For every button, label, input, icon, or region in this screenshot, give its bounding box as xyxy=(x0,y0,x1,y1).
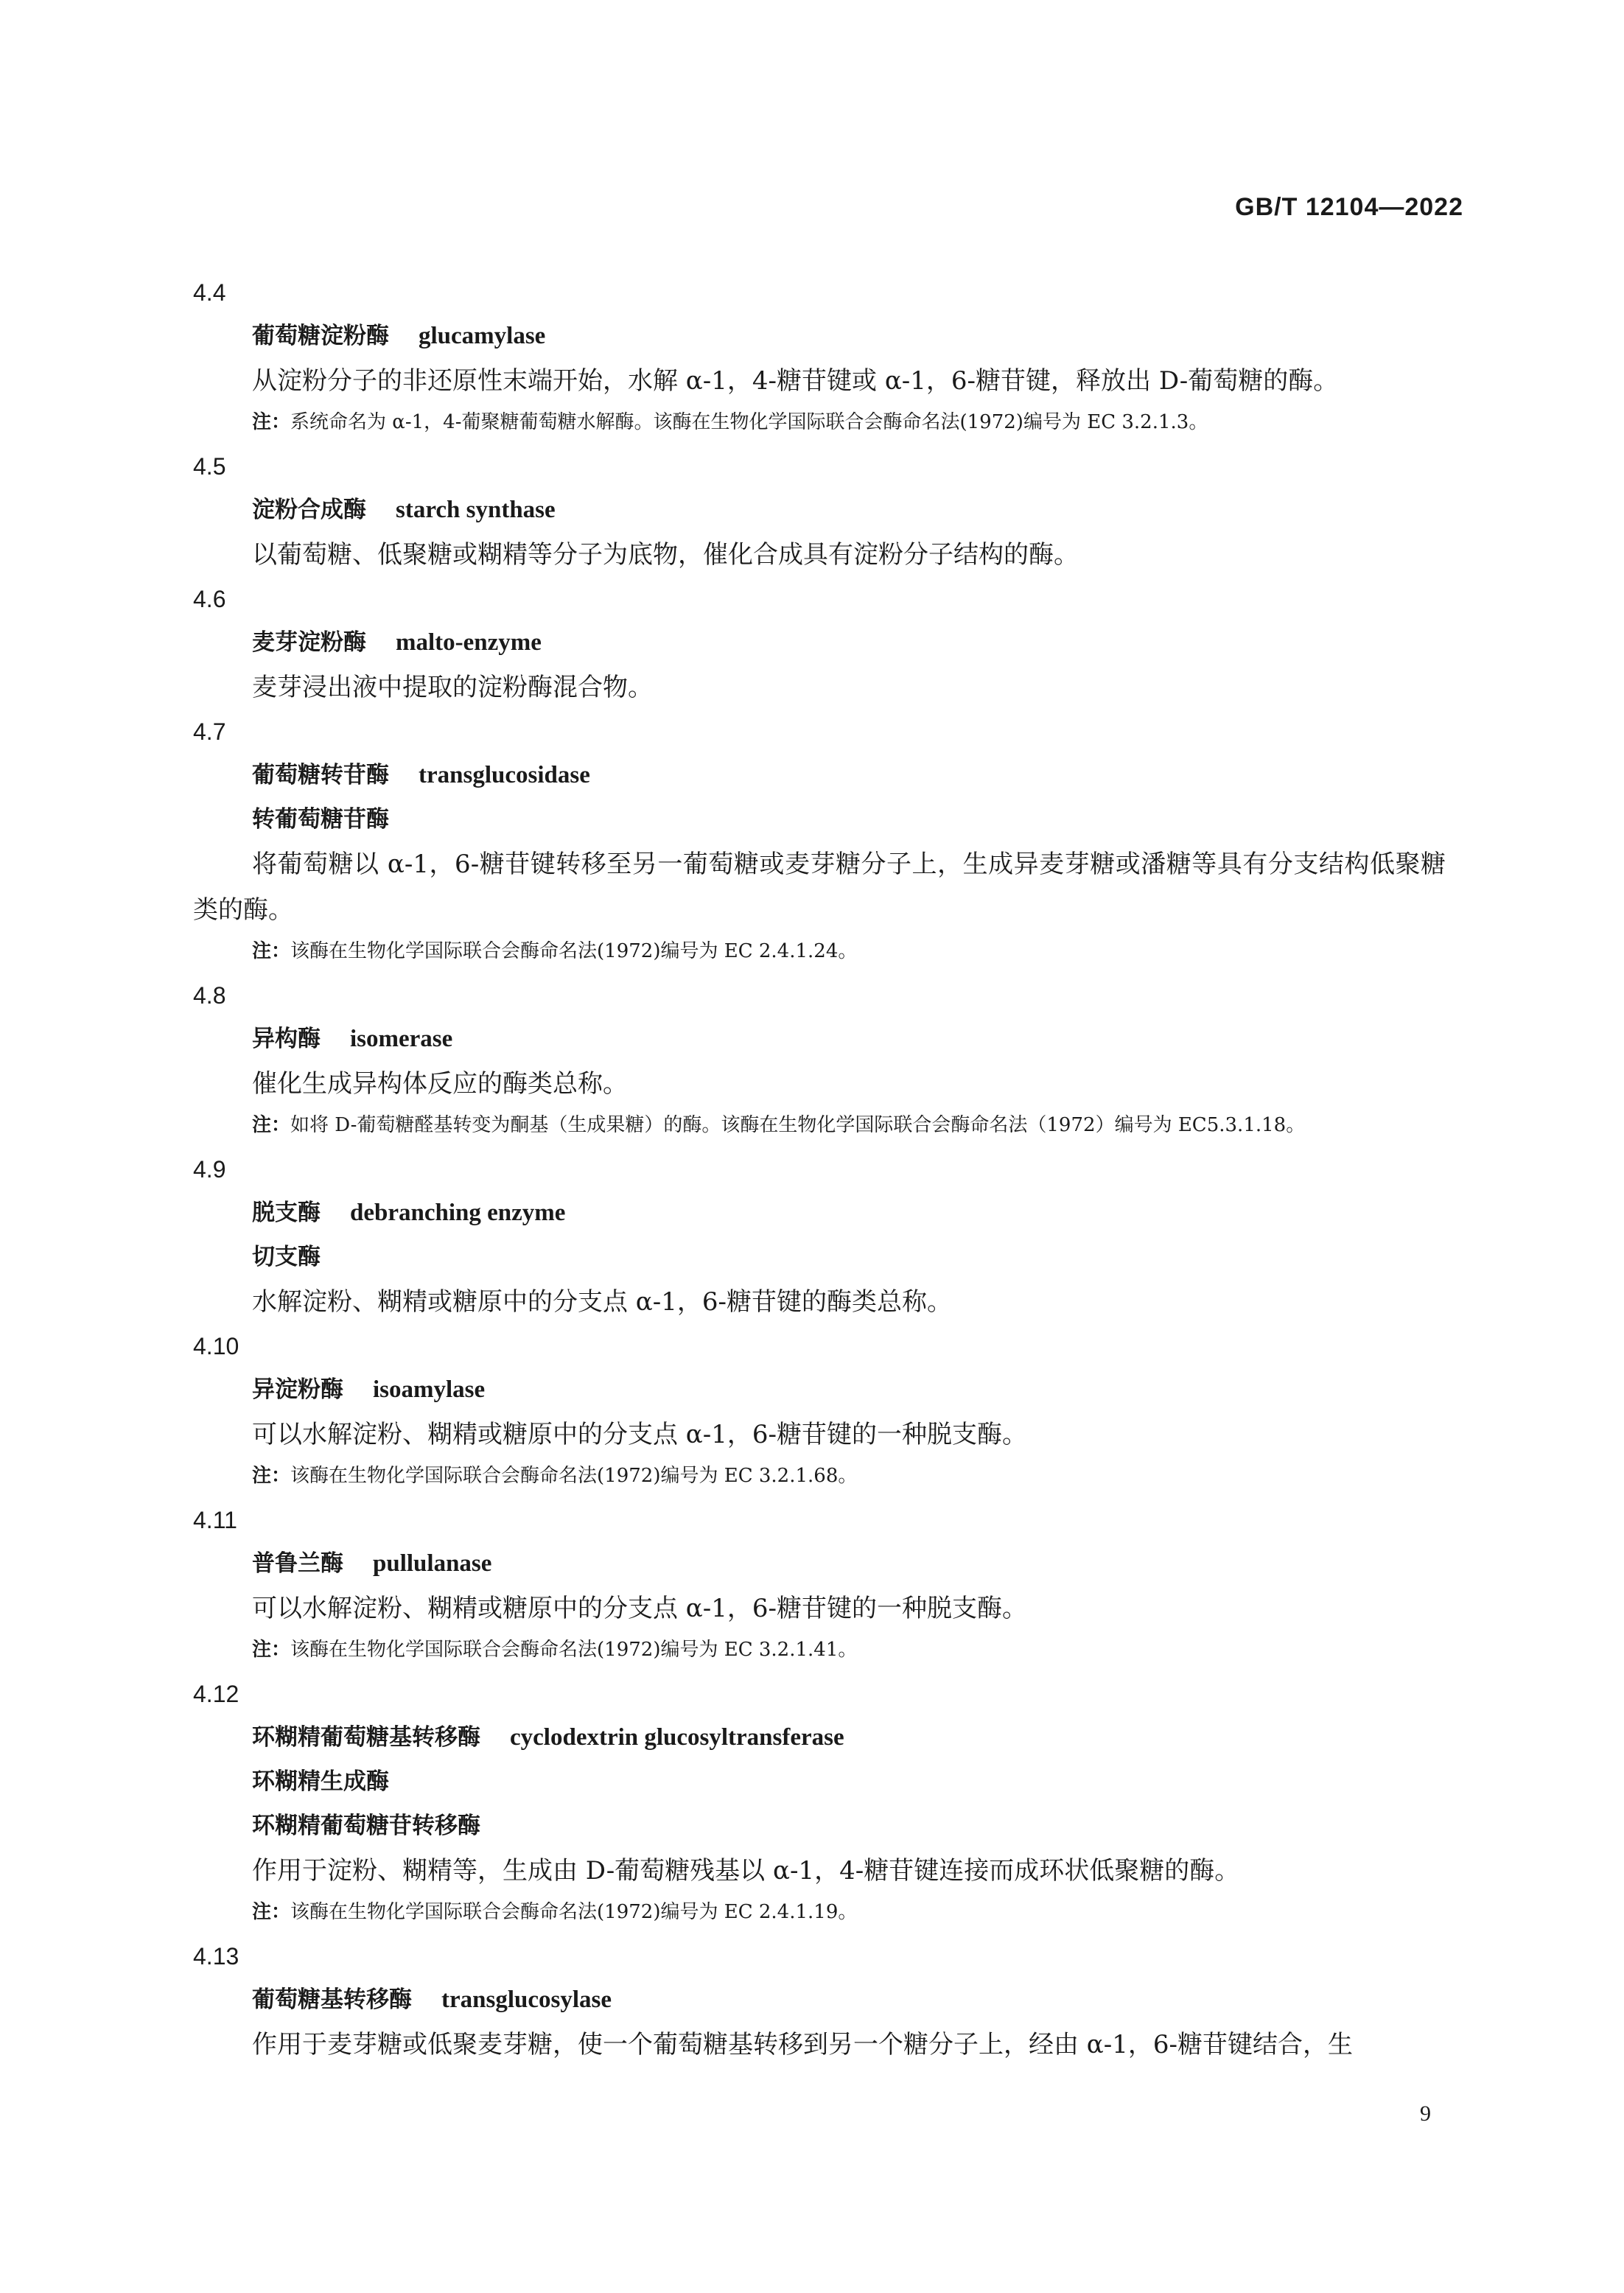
term-heading xyxy=(252,753,1624,797)
term-heading xyxy=(252,620,1624,665)
definition: 将葡萄糖以 α-1，6-糖苷键转移至另一葡萄糖或麦芽糖分子上，生成异麦芽糖或潘糖等具有分支结构低聚糖类的酶。 xyxy=(193,850,1446,925)
entry-4-13 xyxy=(0,1935,1624,2068)
entry-number: 4.10 xyxy=(193,1333,239,1359)
entry-number: 4.6 xyxy=(193,586,226,612)
entry-number: 4.9 xyxy=(193,1156,226,1183)
entry-4-12 xyxy=(0,1673,1624,1930)
note-label: 注： xyxy=(252,411,291,433)
entry-4-9 xyxy=(0,1148,1624,1325)
definition: 可以水解淀粉、糊精或糖原中的分支点 α-1，6-糖苷键的一种脱支酶。 xyxy=(252,1594,1028,1623)
document-body xyxy=(0,271,1624,2068)
entry-4-4 xyxy=(0,271,1624,441)
entry-number: 4.11 xyxy=(193,1507,237,1533)
entry-number: 4.7 xyxy=(193,718,226,745)
term-heading xyxy=(252,1978,1624,2022)
definition: 以葡萄糖、低聚糖或糊精等分子为底物，催化合成具有淀粉分子结构的酶。 xyxy=(252,540,1079,570)
term-en: transglucosylase xyxy=(441,1986,612,2013)
note-text: 该酶在生物化学国际联合会酶命名法(1972)编号为 EC 2.4.1.19。 xyxy=(290,1901,858,1923)
note-text: 系统命名为 α-1，4-葡聚糖葡萄糖水解酶。该酶在生物化学国际联合会酶命名法(1972)编号为 EC 3.2.1.3。 xyxy=(290,411,1208,433)
term-zh: 麦芽淀粉酶 xyxy=(252,629,366,656)
note-label: 注： xyxy=(252,1901,291,1923)
standard-id-header: GB/T 12104—2022 xyxy=(1235,193,1463,221)
term-en: cyclodextrin glucosyltransferase xyxy=(510,1724,844,1751)
note xyxy=(252,1457,1494,1494)
note-label: 注： xyxy=(252,1114,291,1136)
note-text: 该酶在生物化学国际联合会酶命名法(1972)编号为 EC 3.2.1.41。 xyxy=(290,1639,858,1661)
term-zh: 环糊精葡萄糖基转移酶 xyxy=(252,1724,480,1751)
term-zh: 淀粉合成酶 xyxy=(252,497,366,523)
term-heading xyxy=(252,1368,1624,1412)
definition: 作用于淀粉、糊精等，生成由 D-葡萄糖残基以 α-1，4-糖苷键连接而成环状低聚糖的酶。 xyxy=(252,1856,1240,1886)
entry-4-7 xyxy=(0,710,1624,970)
term-zh: 葡萄糖基转移酶 xyxy=(252,1986,412,2013)
term-heading xyxy=(252,1715,1624,1760)
term-heading xyxy=(252,1017,1624,1061)
term-en: isomerase xyxy=(350,1026,453,1052)
term-en: starch synthase xyxy=(396,497,556,523)
note xyxy=(252,1894,1494,1930)
definition: 催化生成异构体反应的酶类总称。 xyxy=(252,1069,628,1099)
definition: 作用于麦芽糖或低聚麦芽糖，使一个葡萄糖基转移到另一个糖分子上，经由 α-1，6-糖苷键结合，生 xyxy=(252,2030,1354,2059)
note xyxy=(252,1631,1494,1668)
term-en: malto-enzyme xyxy=(396,629,542,656)
term-zh: 普鲁兰酶 xyxy=(252,1550,343,1577)
definition: 可以水解淀粉、糊精或糖原中的分支点 α-1，6-糖苷键的一种脱支酶。 xyxy=(252,1420,1028,1449)
definition: 水解淀粉、糊精或糖原中的分支点 α-1，6-糖苷键的酶类总称。 xyxy=(252,1287,953,1317)
note-text: 该酶在生物化学国际联合会酶命名法(1972)编号为 EC 2.4.1.24。 xyxy=(290,940,858,962)
entry-4-5 xyxy=(0,445,1624,578)
term-en: glucamylase xyxy=(419,323,546,349)
entry-number: 4.12 xyxy=(193,1681,239,1707)
note-text: 如将 D-葡萄糖醛基转变为酮基（生成果糖）的酶。该酶在生物化学国际联合会酶命名法（1972）编号为 EC5.3.1.18。 xyxy=(290,1114,1306,1136)
synonym-term: 转葡萄糖苷酶 xyxy=(252,806,389,833)
term-heading xyxy=(252,314,1624,358)
note-text: 该酶在生物化学国际联合会酶命名法(1972)编号为 EC 3.2.1.68。 xyxy=(290,1465,858,1487)
synonym-term: 环糊精生成酶 xyxy=(252,1768,389,1795)
entry-4-10 xyxy=(0,1325,1624,1494)
term-zh: 脱支酶 xyxy=(252,1200,321,1226)
synonym-term: 切支酶 xyxy=(252,1244,321,1270)
page-number: 9 xyxy=(1420,2101,1431,2126)
entry-number: 4.8 xyxy=(193,982,226,1009)
synonym-term-2: 环糊精葡萄糖苷转移酶 xyxy=(252,1813,480,1839)
note-label: 注： xyxy=(252,1465,291,1487)
term-heading xyxy=(252,488,1624,532)
entry-4-6 xyxy=(0,578,1624,710)
term-en: transglucosidase xyxy=(419,762,590,788)
entry-number: 4.5 xyxy=(193,453,226,480)
entry-number: 4.13 xyxy=(193,1943,239,1970)
note xyxy=(252,1107,1494,1144)
entry-number: 4.4 xyxy=(193,279,226,306)
term-en: debranching enzyme xyxy=(350,1200,566,1226)
term-zh: 异淀粉酶 xyxy=(252,1376,343,1403)
term-zh: 葡萄糖转苷酶 xyxy=(252,762,389,788)
term-zh: 葡萄糖淀粉酶 xyxy=(252,323,389,349)
term-heading xyxy=(252,1191,1624,1235)
note xyxy=(252,933,1494,970)
definition: 麦芽浸出液中提取的淀粉酶混合物。 xyxy=(252,673,653,702)
note-label: 注： xyxy=(252,1639,291,1661)
term-en: isoamylase xyxy=(373,1376,486,1403)
entry-4-11 xyxy=(0,1499,1624,1668)
term-en: pullulanase xyxy=(373,1550,492,1577)
entry-4-8 xyxy=(0,974,1624,1144)
term-zh: 异构酶 xyxy=(252,1026,321,1052)
term-heading xyxy=(252,1541,1624,1586)
definition: 从淀粉分子的非还原性末端开始，水解 α-1，4-糖苷键或 α-1，6-糖苷键，释放出 D-葡萄糖的酶。 xyxy=(252,366,1339,396)
note-label: 注： xyxy=(252,940,291,962)
note xyxy=(252,404,1494,441)
